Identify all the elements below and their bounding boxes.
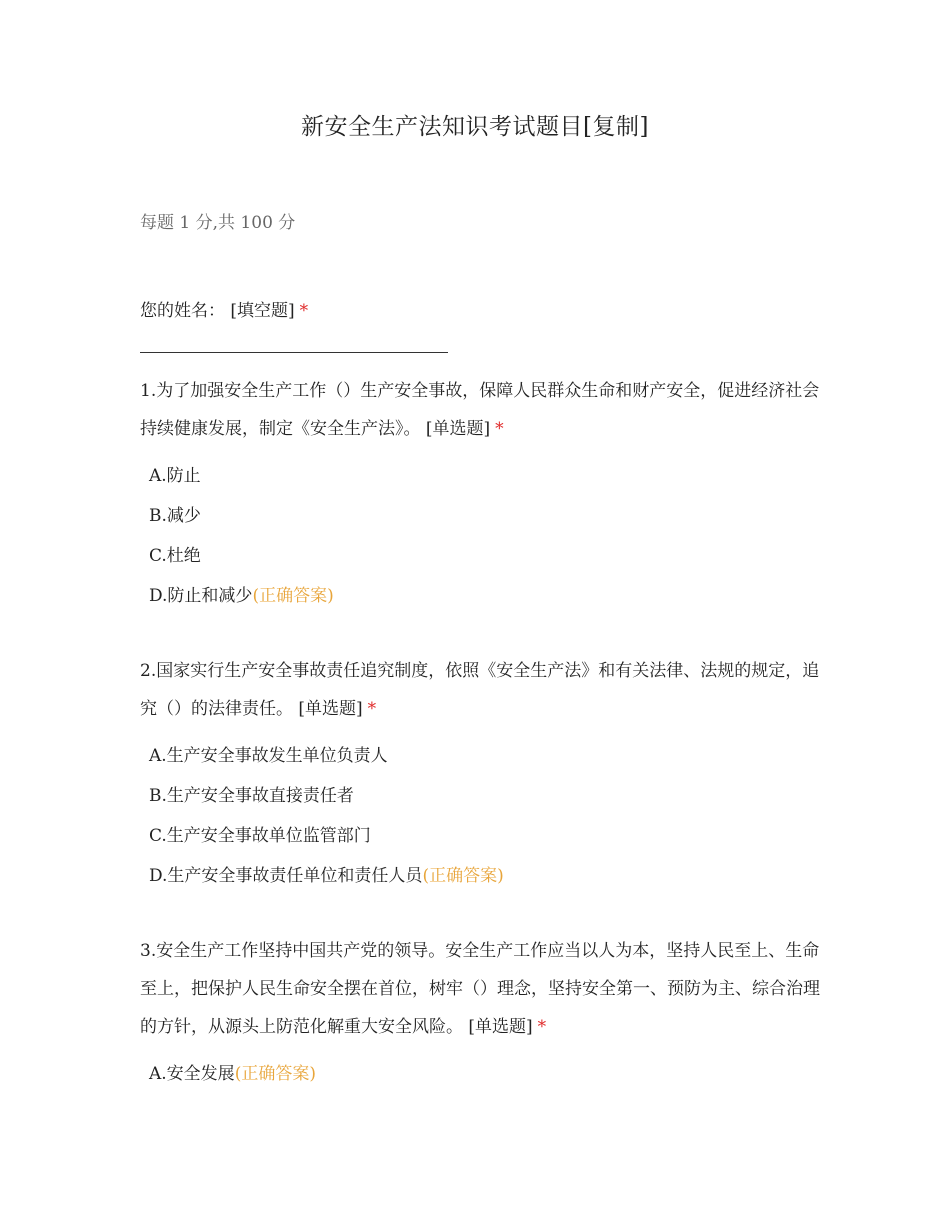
question-1-option-b[interactable] <box>149 504 201 528</box>
correct-answer-note: (正确答案) <box>422 866 504 886</box>
required-mark: * <box>537 1017 547 1037</box>
name-question <box>140 292 820 330</box>
option-label: C.杜绝 <box>149 546 201 566</box>
question-1 <box>140 372 820 448</box>
question-2-option-d[interactable] <box>149 864 504 888</box>
score-note: 每题 1 分,共 100 分 <box>140 213 296 233</box>
question-1-option-d[interactable] <box>149 584 334 608</box>
option-label: B.生产安全事故直接责任者 <box>149 786 354 806</box>
question-2-type: [单选题] <box>298 699 363 719</box>
question-2 <box>140 652 820 728</box>
question-2-text: 2.国家实行生产安全事故责任追究制度，依照《安全生产法》和有关法律、法规的规定，追究（）的法律责任。 <box>140 661 820 719</box>
name-question-label: 您的姓名： <box>140 301 225 321</box>
option-label: A.安全发展 <box>149 1064 235 1084</box>
question-2-option-c[interactable] <box>149 824 371 848</box>
question-3-type: [单选题] <box>468 1017 533 1037</box>
correct-answer-note: (正确答案) <box>234 1064 316 1084</box>
required-mark: * <box>495 419 504 439</box>
question-1-option-a[interactable] <box>149 464 201 488</box>
option-label: C.生产安全事故单位监管部门 <box>149 826 371 846</box>
correct-answer-note: (正确答案) <box>252 586 334 606</box>
option-label: B.减少 <box>149 506 201 526</box>
option-label: D.防止和减少 <box>149 586 253 606</box>
option-label: A.防止 <box>149 466 201 486</box>
question-2-option-a[interactable] <box>149 744 388 768</box>
question-3-text: 3.安全生产工作坚持中国共产党的领导。安全生产工作应当以人为本，坚持人民至上、生命至上，把保护人民生命安全摆在首位，树牢（）理念，坚持安全第一、预防为主、综合治理的方针，从源头上防范化解重大安全风险。 <box>140 941 820 1037</box>
page-title: 新安全生产法知识考试题目[复制] <box>301 114 649 140</box>
option-label: A.生产安全事故发生单位负责人 <box>149 746 388 766</box>
question-1-type: [单选题] <box>425 419 491 439</box>
question-type: [填空题] <box>230 301 295 321</box>
name-answer-blank[interactable] <box>140 352 448 353</box>
question-1-option-c[interactable] <box>149 544 201 568</box>
option-label: D.生产安全事故责任单位和责任人员 <box>149 866 423 886</box>
question-2-option-b[interactable] <box>149 784 354 808</box>
question-1-text: 1.为了加强安全生产工作（）生产安全事故，保障人民群众生命和财产安全，促进经济社会持续健康发展，制定《安全生产法》。 <box>140 381 820 439</box>
question-3 <box>140 932 820 1046</box>
required-mark: * <box>367 699 377 719</box>
required-mark: * <box>299 301 309 321</box>
question-3-option-a[interactable] <box>149 1062 316 1086</box>
